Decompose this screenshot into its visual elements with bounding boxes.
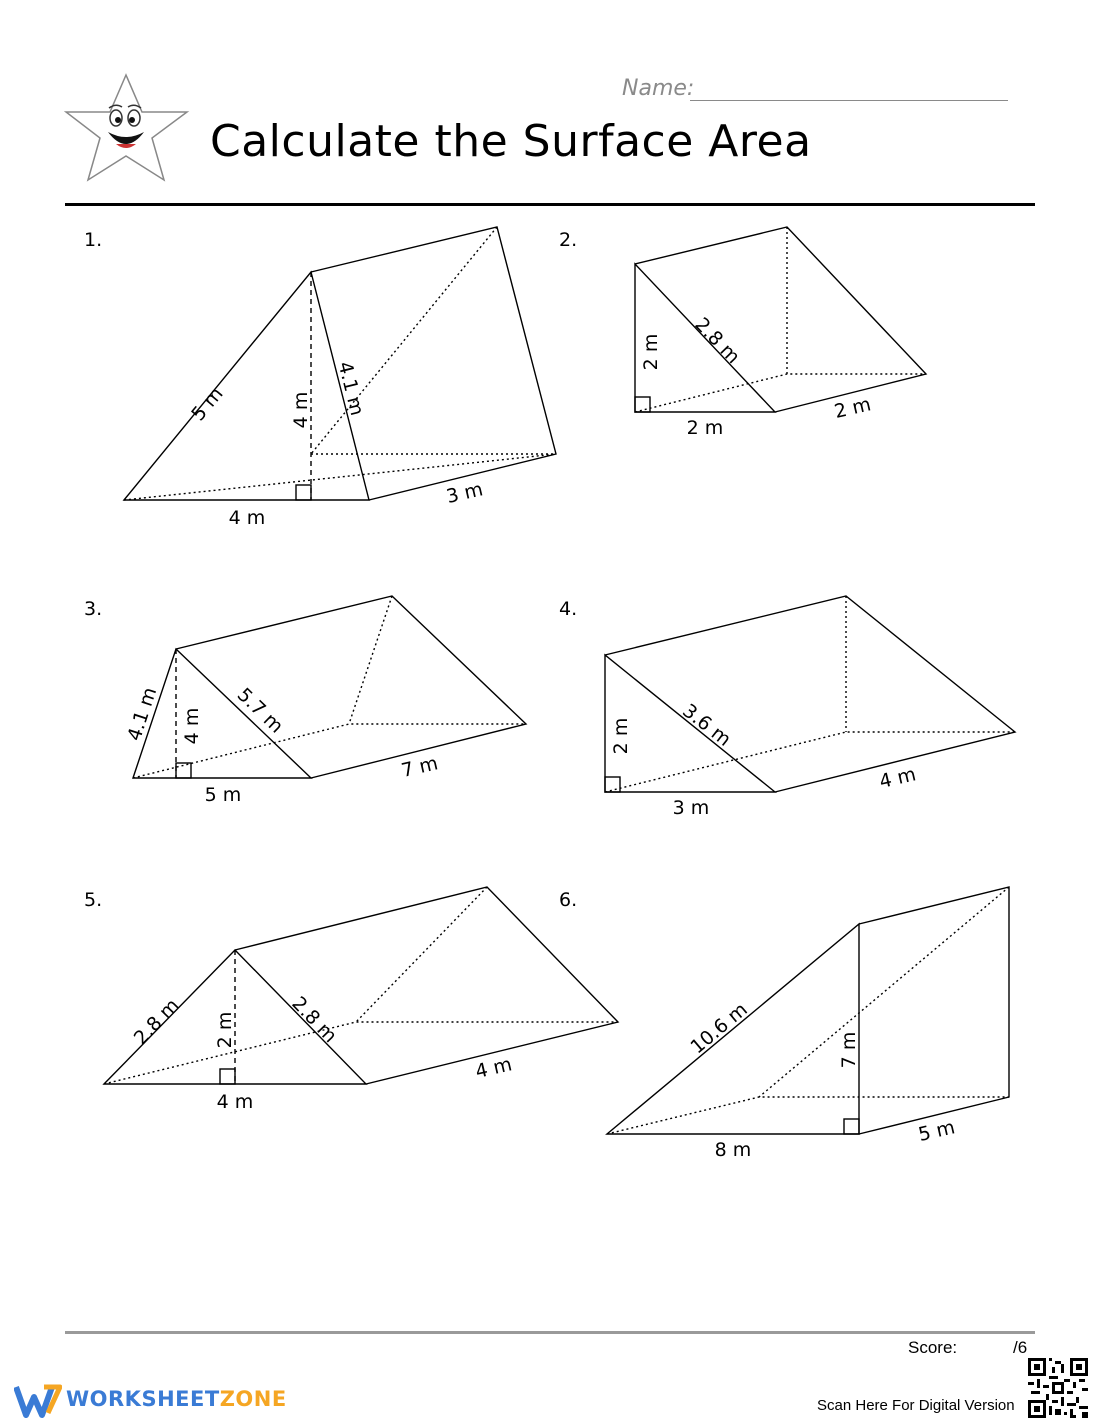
problem-number-2: 2. [559, 229, 578, 251]
p4-height-label: 2 m [610, 717, 632, 755]
p2-height-label: 2 m [640, 333, 662, 371]
p2-hyp-label: 2.8 m [690, 313, 745, 369]
problem-number-5: 5. [84, 889, 103, 911]
p6-length-label: 5 m [916, 1116, 957, 1146]
p5-height-label: 2 m [214, 1011, 236, 1049]
p3-height-label: 4 m [181, 707, 203, 745]
name-label: Name: [622, 76, 695, 101]
prism-figure-2 [635, 227, 926, 412]
p2-length-label: 2 m [832, 393, 873, 423]
p5-length-label: 4 m [473, 1053, 514, 1083]
p5-left-slant-label: 2.8 m [129, 994, 184, 1050]
p1-height-label: 4 m [290, 391, 312, 429]
p3-length-label: 7 m [399, 752, 440, 782]
p4-base-label: 3 m [672, 797, 710, 819]
p6-height-label: 7 m [838, 1031, 860, 1069]
qr-code-icon[interactable] [1028, 1358, 1088, 1423]
p1-base-label: 4 m [228, 507, 266, 529]
brand-name-part2: ZONE [219, 1387, 287, 1411]
p3-hyp-label: 5.7 m [232, 683, 288, 738]
prism-figure-6 [607, 887, 1009, 1134]
p1-slant-label: 5 m [187, 383, 228, 426]
worksheetzone-logo-icon [14, 1383, 62, 1424]
p1-length-label: 3 m [444, 478, 485, 508]
problem-number-1: 1. [84, 229, 103, 251]
p6-slant-label: 10.6 m [686, 998, 752, 1059]
problem-number-3: 3. [84, 598, 103, 620]
prism-figure-5 [104, 887, 618, 1084]
p5-right-slant-label: 2.8 m [287, 992, 342, 1048]
p3-slant-label: 4.1 m [123, 684, 162, 744]
prism-figure-4 [605, 596, 1015, 792]
p5-base-label: 4 m [216, 1091, 254, 1113]
p2-base-label: 2 m [686, 417, 724, 439]
scan-instruction: Scan Here For Digital Version [817, 1397, 1015, 1414]
p6-base-label: 8 m [714, 1139, 752, 1161]
problem-number-4: 4. [559, 598, 578, 620]
brand-name-part1: WORKSHEET [66, 1387, 220, 1411]
p4-length-label: 4 m [877, 763, 918, 793]
score-total: /6 [1013, 1338, 1028, 1357]
footer-divider [65, 1331, 1035, 1334]
p1-side-label: 4.1 m [333, 359, 369, 418]
score-label: Score: [908, 1338, 958, 1357]
prism-figure-3 [133, 596, 526, 778]
p3-base-label: 5 m [204, 784, 242, 806]
brand-name [66, 1387, 287, 1411]
p4-hyp-label: 3.6 m [678, 699, 736, 751]
problem-number-6: 6. [559, 889, 578, 911]
page-title: Calculate the Surface Area [210, 116, 812, 167]
